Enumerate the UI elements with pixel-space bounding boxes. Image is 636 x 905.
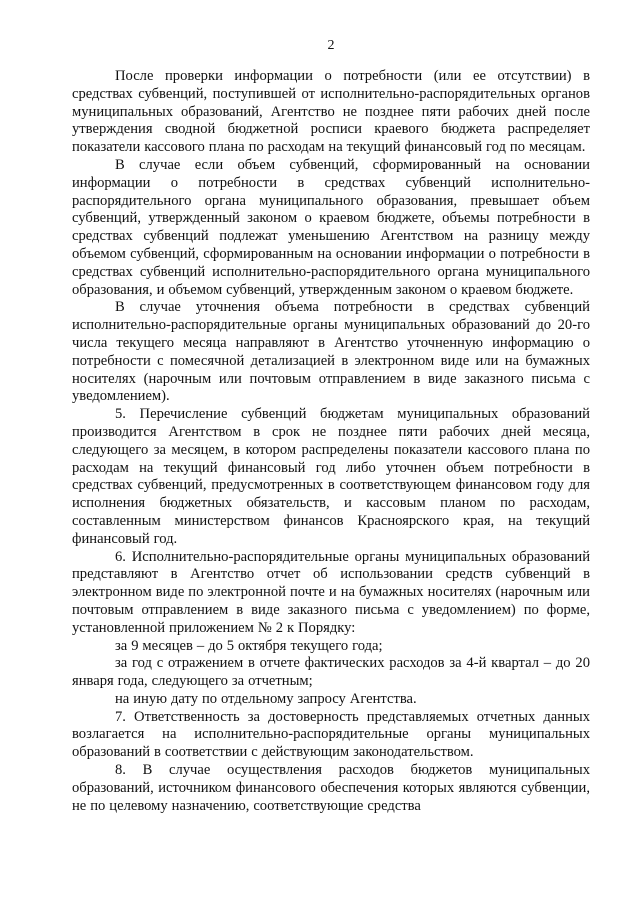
paragraph-item-8: 8. В случае осуществления расходов бюджетов муниципальных образований, источником финансового обеспечения которых являются субвенции, не по целевому назначению, соответствующие средства [72, 762, 590, 814]
list-item-9-months: за 9 месяцев – до 5 октября текущего года; [115, 637, 383, 654]
list-item-other-date: на иную дату по отдельному запросу Агентства. [115, 690, 417, 707]
paragraph-verification: После проверки информации о потребности (или ее отсутствии) в средствах субвенций, поступившей от исполнительно-распорядительных органов муниципальных образований, Агентство не позднее пяти рабочих дней после утверждения сводной бюджетной росписи краевого бюджета распределяет показатели кассового плана по расходам на текущий финансовый год по месяцам. [72, 68, 590, 156]
paragraph-item-7: 7. Ответственность за достоверность представляемых отчетных данных возлагается на исполнительно-распорядительные органы муниципальных образований в соответствии с действующим законодательством. [72, 708, 590, 761]
paragraph-item-5: 5. Перечисление субвенций бюджетам муниципальных образований производится Агентством в срок не позднее пяти рабочих дней месяца, следующего за месяцем, в котором распределены показатели кассового плана по расходам на текущий финансовый год либо уточнен объем потребности в средствах субвенций, предусмотренных в соответствующем финансовом году для исполнения бюджетных обязательств, и кассовым планом по расходам, составленным министерством финансов Красноярского края, на текущий финансовый год. [72, 406, 590, 547]
paragraph-subvention-excess: В случае если объем субвенций, сформированный на основании информации о потребности в средствах субвенций исполнительно-распорядительного органа муниципального образования, превышает объем субвенций, утвержденный законом о краевом бюджете, объемы потребности в средствах субвенций подлежат уменьшению Агентством на разницу между объемом субвенций, сформированным на основании информации о потребности в средствах субвенций исполнительно-распорядительного органа муниципального образования, и объемом субвенций, утвержденным законом о краевом бюджете. [72, 156, 590, 298]
list-item-year: за год с отражением в отчете фактических расходов за 4-й квартал – до 20 января года, следующего за отчетным; [72, 655, 590, 690]
page-number: 2 [327, 38, 335, 53]
paragraph-item-6: 6. Исполнительно-распорядительные органы муниципальных образований представляют в Агентство отчет об использовании средств субвенций в электронном виде по электронной почте и на бумажных носителях (нарочным или почтовым отправлением в виде заказного письма с уведомлением) по форме, установленной приложением № 2 к Порядку: [72, 548, 590, 636]
paragraph-clarification: В случае уточнения объема потребности в средствах субвенций исполнительно-распорядительные органы муниципальных образований до 20-го числа текущего месяца направляют в Агентство уточненную информацию о потребности с помесячной детализацией в электронном виде или на бумажных носителях (нарочным или почтовым отправлением в виде заказного письма с уведомлением). [72, 299, 590, 405]
